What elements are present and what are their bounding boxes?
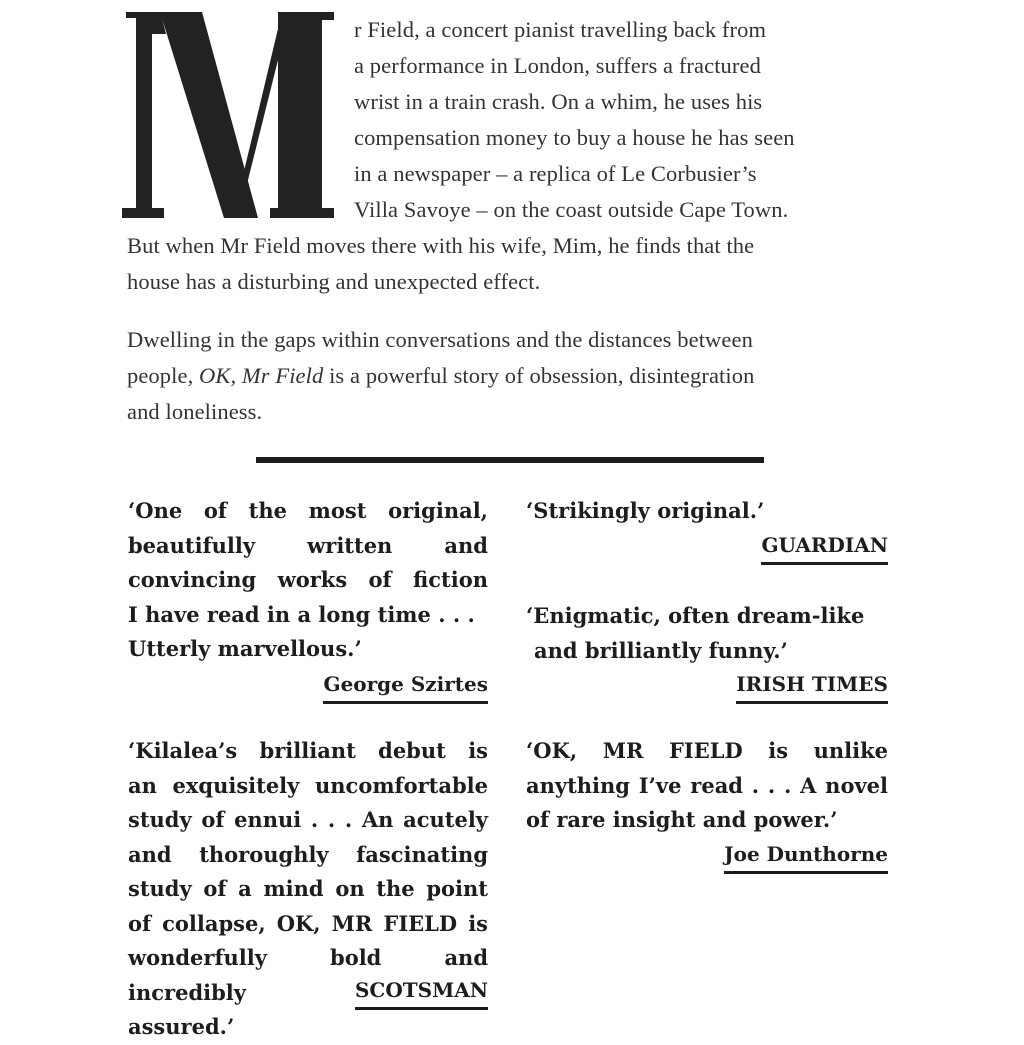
- blurb-para2-line-2: [127, 362, 754, 390]
- review-line: and brilliantly funny.’: [534, 637, 788, 663]
- blurb-line-5: in a newspaper – a replica of Le Corbusier’s: [354, 161, 757, 186]
- review-source-szirtes: George Szirtes: [323, 670, 488, 704]
- review-line: ‘Strikingly original.’: [526, 498, 765, 523]
- review-line: wonderfully bold and incredibly: [128, 945, 488, 1005]
- review-line: convincing works of fiction: [128, 567, 488, 592]
- blurb-para2-line-3: and loneliness.: [127, 399, 263, 424]
- drop-cap-m: [122, 12, 334, 218]
- review-line: of rare insight and power.’: [526, 807, 838, 832]
- review-line: Utterly marvellous.’: [128, 636, 362, 661]
- blurb-para2-line-2-post: is a powerful story of obsession, disintegration: [323, 363, 755, 388]
- review-source-irish-times: IRISH TIMES: [736, 670, 888, 704]
- blurb-para2-line-2-pre: people,: [127, 363, 200, 388]
- review-line: and thoroughly fascinating: [128, 841, 488, 867]
- review-line: ‘Enigmatic, often dream-like: [526, 603, 865, 628]
- review-line: assured.’: [128, 1014, 235, 1039]
- review-source-scotsman: SCOTSMAN: [355, 976, 488, 1010]
- review-line: anything I’ve read . . . A novel: [526, 772, 888, 798]
- review-irish-times: [526, 599, 888, 668]
- review-line: I have read in a long time . . .: [128, 601, 475, 627]
- book-title-italic: OK, Mr Field: [199, 363, 324, 388]
- blurb-line-8: house has a disturbing and unexpected effect.: [127, 269, 541, 294]
- section-divider: [256, 457, 764, 463]
- blurb-line-1: r Field, a concert pianist travelling back from: [354, 17, 767, 42]
- blurb-line-4: compensation money to buy a house he has seen: [354, 125, 795, 150]
- blurb-line-7: But when Mr Field moves there with his wife, Mim, he finds that the: [127, 233, 755, 258]
- review-line: of collapse, OK, MR FIELD is: [128, 910, 488, 936]
- review-source-dunthorne: Joe Dunthorne: [724, 840, 888, 874]
- review-line: ‘One of the most original,: [128, 498, 488, 523]
- review-line: ‘OK, MR FIELD is unlike: [526, 738, 888, 763]
- review-line: an exquisitely uncomfortable: [128, 772, 488, 798]
- review-source-guardian: GUARDIAN: [761, 531, 888, 565]
- review-line: beautifully written and: [128, 532, 488, 558]
- blurb-line-3: wrist in a train crash. On a whim, he uses his: [354, 89, 763, 114]
- review-line: study of ennui . . . An acutely: [128, 807, 488, 832]
- review-line: study of a mind on the point: [128, 876, 488, 901]
- review-guardian: [526, 494, 888, 529]
- review-line: ‘Kilalea’s brilliant debut is: [128, 738, 488, 763]
- blurb-line-6: Villa Savoye – on the coast outside Cape Town.: [354, 197, 789, 222]
- review-szirtes: [128, 494, 488, 667]
- blurb-line-2: a performance in London, suffers a fractured: [354, 53, 761, 78]
- review-dunthorne: [526, 734, 888, 838]
- drop-cap-m-glyph: [122, 12, 334, 218]
- blurb-para2-line-1: Dwelling in the gaps within conversations and the distances between: [127, 327, 753, 352]
